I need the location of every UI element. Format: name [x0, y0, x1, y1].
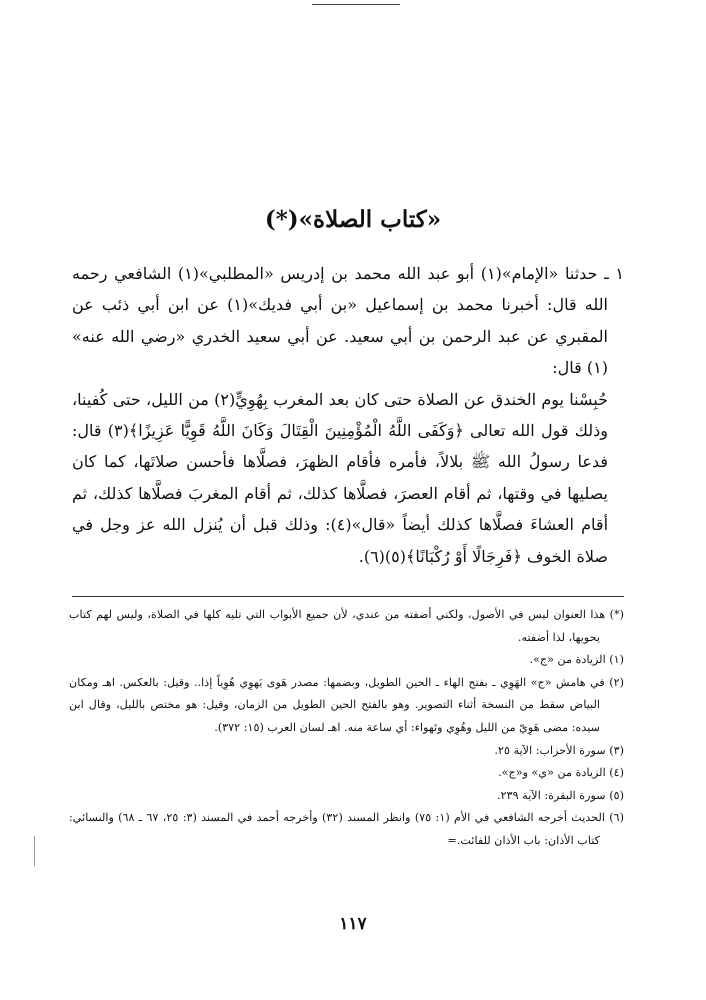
footnote-separator	[72, 596, 624, 597]
footnote-star: (*) هذا العنوان ليس في الأصول، ولكني أضفته من عندي، لأن جميع الأبواب التي تليه كلها في الصلاة، وليس لهم كتاب يحويها، لذا أضفته.	[69, 608, 624, 644]
header-rule	[312, 4, 400, 5]
footnote-6: (٦) الحديث أخرجه الشافعي في الأم (١: ٧٥) وانظر المسند (٣٢) وأخرجه أحمد في المسند (٣: ٢٥، ٦٧ ـ ٦٨) والنسائي: كتاب الأذان: باب الأذان للفائت.=	[69, 811, 625, 847]
margin-mark	[34, 836, 35, 866]
page-number: ١١٧	[339, 914, 367, 934]
footnote-4: (٤) الزيادة من «ي» و«ج».	[498, 766, 624, 780]
footnote-5: (٥) سورة البقرة: الآية ٢٣٩.	[497, 788, 624, 802]
main-text	[72, 258, 624, 572]
footnotes	[69, 604, 624, 853]
hadith-matn: حُبِسْنا يوم الخندق عن الصلاة حتى كان بعد المغرب بِهُوِيٍّ(٢) من الليل، حتى كُفينا، وذلك قول الله تعالى ﴿وَكَفَى اللَّهُ الْمُؤْمِنِينَ الْقِتَالَ وَكَانَ اللَّهُ قَوِيًّا عَزِيزًا﴾(٣) قال: فدعا رسولُ الله ﷺ بلالاً، فأمره فأقام الظهرَ، فصلَّاها فأحسن صلاتَها، كما كان يصليها في وقتها، ثم أقام العصرَ، فصلَّاها كذلك، ثم أقام المغربَ فصلَّاها كذلك، ثم أقام العشاءَ فصلَّاها كذلك أيضاً «قال»(٤): وذلك قبل أن يُنزل الله عز وجل في صلاة الخوف ﴿فَرِجَالًا أَوْ رُكْبَانًا﴾(٥)(٦).	[72, 389, 609, 566]
footnote-2: (٢) في هامش «ج» الهَوِي ـ بفتح الهاء ـ الحين الطويل، وبضمها: مصدر هَوى يَهوِي هُوِياً إذا.. وقيل: بالعكس. اهـ ومكان البياض سقط من النسخة أثناء التصوير. وهو بالفتح الحين الطويل من الزمان، وقيل: هو مختص بالليل، وقال ابن سيده: مضى هَوِيّ من الليل وهُوِي وتَهواء: أي ساعة منه. اهـ لسان العرب (١٥: ٣٧٢).	[69, 675, 624, 734]
hadith-isnad: ١ ـ حدثنا «الإمام»(١) أبو عبد الله محمد بن إدريس «المطلبي»(١) الشافعي رحمه الله قال: أخبرنا محمد بن إسماعيل «بن أبي فديك»(١) عن ابن أبي ذئب عن المقبري عن عبد الرحمن بن أبي سعيد. عن أبي سعيد الخدري «رضي الله عنه» (١) قال:	[72, 264, 625, 378]
footnote-3: (٣) سورة الأحزاب: الآية ٢٥.	[494, 743, 624, 757]
footnote-1: (١) الزيادة من «ج».	[529, 653, 624, 667]
chapter-title: «كتاب الصلاة»(*)	[264, 206, 442, 233]
